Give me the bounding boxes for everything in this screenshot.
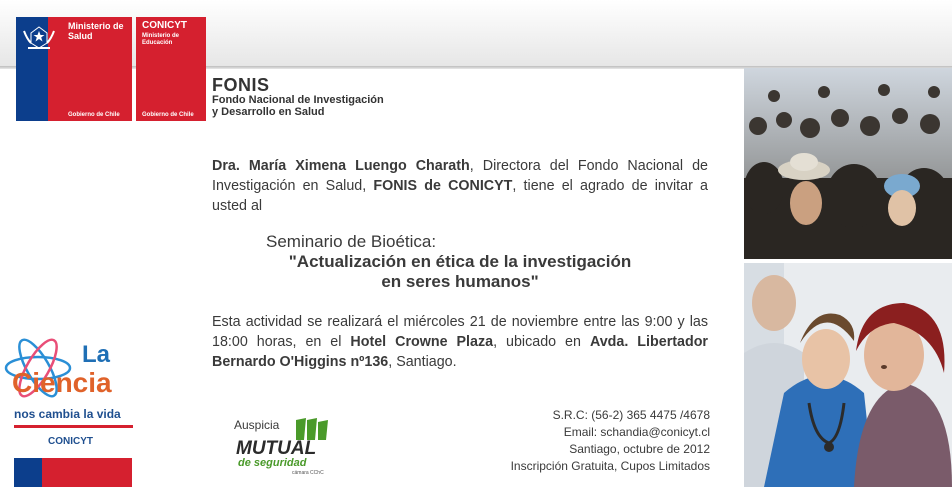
- invitation-text-2: , tiene el agrado de invitar a usted al: [212, 178, 708, 214]
- fonis-line2: y Desarrollo en Salud: [212, 106, 325, 118]
- conicyt-sub-2: Educación: [142, 40, 173, 46]
- fonis-name: FONIS: [212, 75, 270, 95]
- ciencia-word: Ciencia: [12, 367, 112, 398]
- nurse-patient-photo: [744, 263, 952, 487]
- organization-name: FONIS de CONICYT: [373, 178, 513, 194]
- mutual-de-seguridad-logo: [234, 416, 346, 476]
- ciencia-divider: [14, 425, 133, 428]
- minsal-title-2: Salud: [68, 31, 93, 41]
- contact-info: [511, 407, 710, 475]
- venue-name: Hotel Crowne Plaza: [350, 334, 494, 350]
- invitation-paragraph: [212, 156, 708, 216]
- contact-note: Inscripción Gratuita, Cupos Limitados: [510, 459, 710, 473]
- la-ciencia-logo: [0, 328, 140, 487]
- details-paragraph: [212, 312, 708, 372]
- fonis-line1: Fondo Nacional de Investigación: [212, 94, 384, 106]
- details-text-2: , ubicado en: [493, 334, 590, 350]
- venue-address: Avda. Libertador Bernardo O'Higgins nº136: [212, 334, 708, 370]
- host-name: Dra. María Ximena Luengo Charath: [212, 158, 470, 174]
- minsal-title-1: Ministerio de: [68, 21, 124, 31]
- crowd-photo: [744, 68, 952, 259]
- seminar-line-2: "Actualización en ética de la investigación: [288, 252, 632, 271]
- ciencia-org: CONICYT: [48, 436, 93, 447]
- seminar-line-1: Seminario de Bioética:: [266, 232, 437, 251]
- contact-email: Email: schandia@conicyt.cl: [563, 425, 710, 439]
- mutual-camara: cámara CChC: [292, 470, 324, 476]
- ciencia-la: La: [82, 341, 111, 368]
- mutual-symbol-icon: [296, 418, 328, 440]
- fonis-logo: [212, 76, 384, 118]
- mutual-subname: de seguridad: [238, 457, 307, 469]
- ciencia-tagline: nos cambia la vida: [14, 407, 121, 421]
- seminar-line-3: en seres humanos": [381, 272, 539, 291]
- details-text-1: Esta actividad se realizará el miércoles 21 de noviembre entre las 9:00 y las 18:00 horas, en el: [212, 314, 708, 350]
- chile-coat-of-arms-icon: [22, 21, 56, 51]
- conicyt-footer: Gobierno de Chile: [142, 112, 194, 118]
- invitation-text-1: , Directora del Fondo Nacional de Investigación en Salud,: [212, 158, 708, 194]
- seminar-subtitle: [212, 252, 708, 292]
- mutual-name: MUTUAL: [236, 438, 317, 459]
- ministerio-salud-logo: [16, 17, 132, 121]
- minsal-footer: Gobierno de Chile: [68, 112, 120, 118]
- conicyt-title: CONICYT: [142, 20, 187, 31]
- conicyt-sub-1: Ministerio de: [142, 33, 180, 39]
- details-text-3: , Santiago.: [388, 354, 457, 370]
- sponsor-label: Auspicia: [234, 418, 280, 432]
- contact-phone: S.R.C: (56-2) 365 4475 /4678: [552, 408, 710, 422]
- contact-date: Santiago, octubre de 2012: [569, 442, 710, 456]
- chile-flag-icon: [14, 458, 132, 487]
- conicyt-logo: [136, 17, 206, 121]
